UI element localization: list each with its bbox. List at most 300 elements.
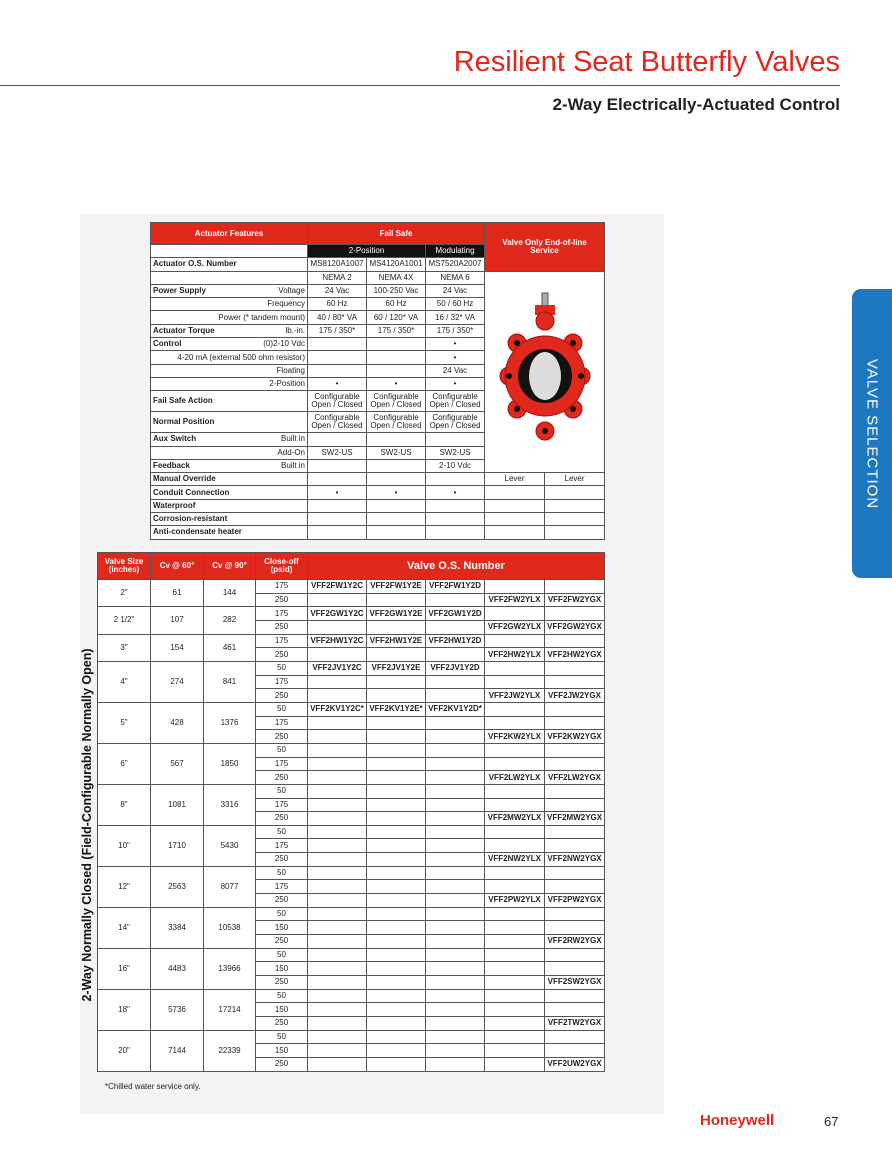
table-row: [98, 784, 605, 798]
valve-os-number: [367, 1044, 426, 1058]
valve-os-number: [545, 607, 605, 621]
closeoff-psid: 50: [256, 825, 308, 839]
cv-60: 107: [151, 607, 204, 634]
feature-value: Configurable Open / Closed: [308, 391, 367, 412]
closeoff-psid: 175: [256, 880, 308, 894]
valve-os-number: VFF2GW1Y2C: [308, 607, 367, 621]
feature-value: [485, 526, 545, 539]
valve-os-number: [426, 1057, 485, 1071]
valve-os-number-header: Valve O.S. Number: [308, 553, 605, 580]
feature-label: Waterproof: [151, 499, 308, 512]
valve-os-number: [308, 757, 367, 771]
feature-value: [485, 486, 545, 499]
actuator-features-table: [150, 222, 605, 540]
feature-value: [308, 364, 367, 377]
valve-os-number: [308, 1030, 367, 1044]
valve-os-number: [485, 948, 545, 962]
valve-os-number: VFF2NW2YLX: [485, 853, 545, 867]
page-subtitle: 2-Way Electrically-Actuated Control: [552, 95, 840, 114]
feature-value: 24 Vac: [426, 364, 485, 377]
closeoff-psid: 250: [256, 648, 308, 662]
valve-os-number: [367, 730, 426, 744]
valve-os-number: [545, 989, 605, 1003]
valve-size: 16": [98, 948, 151, 989]
valve-os-number: [367, 593, 426, 607]
closeoff-psid: 250: [256, 620, 308, 634]
valve-size: 3": [98, 634, 151, 661]
feature-value: [367, 364, 426, 377]
feature-sublabel: 2-Position: [151, 377, 308, 390]
closeoff-psid: 175: [256, 634, 308, 648]
valve-size: 4": [98, 661, 151, 702]
feature-value: [308, 473, 367, 486]
closeoff-psid: 50: [256, 948, 308, 962]
valve-os-number: VFF2LW2YGX: [545, 771, 605, 785]
valve-os-number: [308, 1044, 367, 1058]
valve-os-number: [308, 1057, 367, 1071]
valve-os-number: [308, 948, 367, 962]
feature-label: Actuator Torque: [151, 324, 203, 337]
feature-value: •: [426, 338, 485, 351]
valve-os-number: VFF2PW2YGX: [545, 894, 605, 908]
closeoff-psid: 50: [256, 989, 308, 1003]
valve-os-number: VFF2GW2YLX: [485, 620, 545, 634]
valve-os-number: [308, 825, 367, 839]
valve-os-number: VFF2UW2YGX: [545, 1057, 605, 1071]
closeoff-psid: 250: [256, 1017, 308, 1031]
feature-value: 175 / 350*: [308, 324, 367, 337]
valve-os-number: [545, 675, 605, 689]
closeoff-psid: 175: [256, 580, 308, 594]
feature-value: [545, 499, 605, 512]
cv-90: 1850: [204, 743, 256, 784]
butterfly-valve-icon: [495, 291, 595, 451]
valve-size: 2": [98, 580, 151, 607]
valve-os-number: [426, 675, 485, 689]
valve-os-number: VFF2MW2YGX: [545, 812, 605, 826]
valve-os-number: [308, 743, 367, 757]
feature-value: •: [426, 351, 485, 364]
actuator-features-header: Actuator Features: [151, 223, 308, 245]
valve-os-number: [485, 1003, 545, 1017]
section-tab[interactable]: [852, 289, 892, 578]
feature-label: Anti-condensate heater: [151, 526, 308, 539]
valve-os-number: VFF2PW2YLX: [485, 894, 545, 908]
valve-os-number: [426, 989, 485, 1003]
closeoff-psid: 150: [256, 962, 308, 976]
valve-os-number: [485, 839, 545, 853]
valve-os-number: [485, 634, 545, 648]
valve-os-number: VFF2HW2YGX: [545, 648, 605, 662]
valve-os-number: [308, 894, 367, 908]
valve-os-number: VFF2KV1Y2C*: [308, 702, 367, 716]
valve-os-number: [367, 1030, 426, 1044]
valve-os-number: [367, 1017, 426, 1031]
valve-os-number: [426, 757, 485, 771]
valve-os-number: [426, 866, 485, 880]
closeoff-psid: 50: [256, 784, 308, 798]
valve-os-number: [308, 976, 367, 990]
table-row: [98, 1030, 605, 1044]
feature-value: [545, 526, 605, 539]
feature-sublabel: 4-20 mA (external 500 ohm resistor): [151, 351, 308, 364]
valve-os-number: [485, 675, 545, 689]
valve-os-number: [426, 716, 485, 730]
valve-size: 10": [98, 825, 151, 866]
fail-safe-header: Fail Safe: [308, 223, 485, 245]
feature-value: [367, 433, 426, 446]
valve-os-number: [426, 620, 485, 634]
valve-os-number: [426, 907, 485, 921]
valve-os-number: [545, 1044, 605, 1058]
valve-os-number: [367, 620, 426, 634]
feature-value: [308, 338, 367, 351]
closeoff-psid: 250: [256, 894, 308, 908]
cv-60: 61: [151, 580, 204, 607]
feature-value: 24 Vac: [308, 284, 367, 297]
valve-os-number: VFF2FW2YLX: [485, 593, 545, 607]
valve-os-number: [367, 839, 426, 853]
feature-value: [485, 499, 545, 512]
table-row: [98, 825, 605, 839]
valve-os-number: [367, 716, 426, 730]
valve-os-number: VFF2GW2YGX: [545, 620, 605, 634]
cv-90: 841: [204, 661, 256, 702]
feature-value: Lever: [545, 473, 605, 486]
valve-os-number: [426, 743, 485, 757]
valve-os-number: [545, 661, 605, 675]
closeoff-psid: 250: [256, 771, 308, 785]
feature-label: Control: [151, 338, 203, 351]
closeoff-psid: 50: [256, 866, 308, 880]
closeoff-psid: 250: [256, 853, 308, 867]
valve-os-number: VFF2SW2YGX: [545, 976, 605, 990]
valve-os-number: [367, 921, 426, 935]
valve-os-number: [545, 839, 605, 853]
valve-os-number: [308, 962, 367, 976]
valve-os-number: [545, 907, 605, 921]
valve-os-number: [426, 825, 485, 839]
closeoff-psid: 250: [256, 1057, 308, 1071]
valve-os-number: [426, 853, 485, 867]
cv-90: 282: [204, 607, 256, 634]
feature-label: Conduit Connection: [151, 486, 308, 499]
closeoff-psid: 50: [256, 907, 308, 921]
valve-os-number: [485, 661, 545, 675]
valve-os-number: [308, 716, 367, 730]
valve-os-number: [485, 866, 545, 880]
feature-value: [545, 513, 605, 526]
feature-value: [308, 526, 367, 539]
feature-value: Configurable Open / Closed: [426, 412, 485, 433]
feature-value: SW2-US: [426, 446, 485, 459]
feature-value: MS7520A2007: [426, 258, 485, 271]
valve-os-number: [485, 1030, 545, 1044]
valve-os-number: [545, 580, 605, 594]
valve-os-number: [308, 784, 367, 798]
closeoff-psid: 250: [256, 593, 308, 607]
valve-size: 5": [98, 702, 151, 743]
closeoff-psid: 50: [256, 743, 308, 757]
valve-os-number: VFF2GW1Y2E: [367, 607, 426, 621]
valve-os-number: [367, 962, 426, 976]
feature-sublabel: (0)2-10 Vdc: [203, 338, 308, 351]
table-row: [98, 661, 605, 675]
cv-60: 5736: [151, 989, 204, 1030]
valve-os-number: [485, 1057, 545, 1071]
feature-value: Configurable Open / Closed: [367, 391, 426, 412]
cv-60: 567: [151, 743, 204, 784]
feature-value: [367, 526, 426, 539]
valve-os-number: [485, 757, 545, 771]
cv-90: 10538: [204, 907, 256, 948]
valve-os-number: [545, 798, 605, 812]
closeoff-psid: 250: [256, 730, 308, 744]
valve-os-number: VFF2LW2YLX: [485, 771, 545, 785]
valve-os-number: [367, 935, 426, 949]
feature-row: [151, 486, 605, 499]
cv-90: 8077: [204, 866, 256, 907]
feature-value: SW2-US: [367, 446, 426, 459]
valve-os-number: [367, 1057, 426, 1071]
valve-os-number: [485, 607, 545, 621]
feature-value: 175 / 350*: [367, 324, 426, 337]
valve-os-number: [485, 921, 545, 935]
valve-os-number: [367, 743, 426, 757]
valve-os-number: [308, 935, 367, 949]
feature-value: 16 / 32* VA: [426, 311, 485, 324]
valve-size-header: Valve Size (inches): [98, 553, 151, 580]
honeywell-logo: Honeywell: [700, 1112, 775, 1129]
valve-os-number: [545, 784, 605, 798]
valve-os-number: [545, 948, 605, 962]
feature-sublabel: Frequency: [151, 298, 308, 311]
valve-os-number: [426, 976, 485, 990]
valve-os-number: VFF2RW2YGX: [545, 935, 605, 949]
feature-row: [151, 513, 605, 526]
feature-value: [367, 459, 426, 472]
feature-label: Aux Switch: [151, 433, 203, 446]
feature-label: Manual Override: [151, 473, 308, 486]
closeoff-psid: 50: [256, 702, 308, 716]
closeoff-psid: 150: [256, 921, 308, 935]
valve-os-number: [308, 880, 367, 894]
feature-sublabel: Voltage: [203, 284, 308, 297]
title-rule: [0, 85, 840, 86]
table-row: [98, 702, 605, 716]
valve-os-number: [308, 648, 367, 662]
table-row: [98, 948, 605, 962]
feature-label: Feedback: [151, 459, 203, 472]
feature-row: [151, 499, 605, 512]
valve-os-number: VFF2KW2YGX: [545, 730, 605, 744]
feature-value: 40 / 80* VA: [308, 311, 367, 324]
cv-90: 5430: [204, 825, 256, 866]
cv-60: 428: [151, 702, 204, 743]
valve-os-number: [545, 962, 605, 976]
valve-os-number: [367, 948, 426, 962]
feature-value: [426, 473, 485, 486]
valve-os-number: [485, 1044, 545, 1058]
valve-os-number: [485, 825, 545, 839]
feature-value: 60 Hz: [308, 298, 367, 311]
valve-os-number: [426, 1044, 485, 1058]
valve-os-number: [367, 976, 426, 990]
cv-60: 154: [151, 634, 204, 661]
valve-os-number: [426, 1017, 485, 1031]
feature-sublabel: Add-On: [151, 446, 308, 459]
valve-os-number: [367, 907, 426, 921]
valve-os-number: VFF2FW1Y2C: [308, 580, 367, 594]
valve-os-number: [308, 812, 367, 826]
valve-os-number: [545, 757, 605, 771]
valve-os-number: [367, 866, 426, 880]
feature-value: [367, 338, 426, 351]
valve-only-header: Valve Only End-of-line Service: [485, 223, 605, 272]
feature-value: SW2-US: [308, 446, 367, 459]
closeoff-psid: 50: [256, 1030, 308, 1044]
valve-os-number: [367, 798, 426, 812]
feature-value: NEMA 6: [426, 271, 485, 284]
valve-os-number: VFF2KV1Y2D*: [426, 702, 485, 716]
valve-os-number: VFF2HW1Y2C: [308, 634, 367, 648]
feature-value: 100-250 Vac: [367, 284, 426, 297]
feature-label: Power Supply: [151, 284, 203, 297]
feature-sublabel: Power (* tandem mount): [151, 311, 308, 324]
valve-os-number: VFF2FW1Y2E: [367, 580, 426, 594]
valve-os-number: [426, 689, 485, 703]
valve-size: 8": [98, 784, 151, 825]
valve-os-number: VFF2NW2YGX: [545, 853, 605, 867]
valve-os-number: [426, 839, 485, 853]
valve-os-number: VFF2FW1Y2D: [426, 580, 485, 594]
valve-os-number: [426, 784, 485, 798]
valve-os-number: [485, 716, 545, 730]
feature-value: 24 Vac: [426, 284, 485, 297]
closeoff-psid: 175: [256, 839, 308, 853]
cv-90: 461: [204, 634, 256, 661]
feature-value: •: [308, 486, 367, 499]
valve-size: 12": [98, 866, 151, 907]
feature-value: 60 / 120* VA: [367, 311, 426, 324]
valve-os-number: [485, 962, 545, 976]
valve-os-number: [308, 907, 367, 921]
closeoff-psid: 250: [256, 689, 308, 703]
feature-value: [367, 351, 426, 364]
valve-os-number: [485, 880, 545, 894]
feature-sublabel: Built in: [203, 433, 308, 446]
cv-60: 3384: [151, 907, 204, 948]
valve-os-number: [367, 689, 426, 703]
valve-os-number: [426, 1003, 485, 1017]
valve-os-number: [545, 1003, 605, 1017]
valve-os-number: [485, 784, 545, 798]
feature-value: [485, 513, 545, 526]
modulating-header: Modulating: [426, 245, 485, 258]
valve-os-number: [426, 935, 485, 949]
feature-value: NEMA 2: [308, 271, 367, 284]
valve-os-number: VFF2KW2YLX: [485, 730, 545, 744]
valve-os-number: [308, 839, 367, 853]
valve-os-number: [367, 812, 426, 826]
cv-60: 7144: [151, 1030, 204, 1071]
valve-os-number: VFF2JV1Y2E: [367, 661, 426, 675]
valve-size: 14": [98, 907, 151, 948]
valve-os-number: [308, 921, 367, 935]
valve-os-number: [426, 948, 485, 962]
cv-90: 22339: [204, 1030, 256, 1071]
valve-os-number: [308, 620, 367, 634]
feature-value: NEMA 4X: [367, 271, 426, 284]
valve-image: [485, 271, 605, 473]
cv90-header: Cv @ 90°: [204, 553, 256, 580]
valve-os-number: [426, 798, 485, 812]
valve-os-number: [308, 1003, 367, 1017]
valve-os-number: [485, 702, 545, 716]
feature-value: 50 / 60 Hz: [426, 298, 485, 311]
cv-60: 4483: [151, 948, 204, 989]
section-tab-label: VALVE SELECTION: [863, 358, 881, 509]
valve-os-number: [485, 743, 545, 757]
closeoff-psid: 50: [256, 661, 308, 675]
table-row: [98, 866, 605, 880]
valve-os-number: [485, 1017, 545, 1031]
header-spacer: [151, 245, 308, 258]
valve-os-number: [308, 1017, 367, 1031]
valve-os-number: [426, 962, 485, 976]
valve-os-number: [426, 1030, 485, 1044]
valve-os-number: [367, 853, 426, 867]
closeoff-psid: 150: [256, 1003, 308, 1017]
feature-value: [308, 459, 367, 472]
valve-selection-table: [97, 552, 605, 1072]
cv-60: 1710: [151, 825, 204, 866]
feature-value: [367, 473, 426, 486]
valve-os-number: [308, 593, 367, 607]
cv-90: 17214: [204, 989, 256, 1030]
valve-os-number: VFF2HW2YLX: [485, 648, 545, 662]
feature-value: •: [367, 486, 426, 499]
feature-label: Corrosion-resistant: [151, 513, 308, 526]
table-row: [98, 989, 605, 1003]
feature-value: [367, 499, 426, 512]
valve-os-number: [426, 880, 485, 894]
feature-sublabel: Built in: [203, 459, 308, 472]
valve-os-number: [485, 798, 545, 812]
valve-os-number: VFF2JW2YLX: [485, 689, 545, 703]
valve-os-number: VFF2TW2YGX: [545, 1017, 605, 1031]
closeoff-psid: 250: [256, 812, 308, 826]
table-row: [98, 607, 605, 621]
valve-os-number: [545, 866, 605, 880]
feature-sublabel: [151, 271, 308, 284]
valve-os-number: [545, 921, 605, 935]
feature-value: 175 / 350*: [426, 324, 485, 337]
table-row: [98, 907, 605, 921]
valve-os-number: [426, 921, 485, 935]
valve-os-number: [485, 580, 545, 594]
feature-sublabel: Floating: [151, 364, 308, 377]
feature-value: [367, 513, 426, 526]
valve-os-number: [308, 689, 367, 703]
feature-value: •: [426, 486, 485, 499]
feature-value: Configurable Open / Closed: [308, 412, 367, 433]
two-position-header: 2-Position: [308, 245, 426, 258]
feature-value: Configurable Open / Closed: [367, 412, 426, 433]
valve-os-number: [545, 825, 605, 839]
valve-os-number: [308, 771, 367, 785]
feature-value: [308, 351, 367, 364]
